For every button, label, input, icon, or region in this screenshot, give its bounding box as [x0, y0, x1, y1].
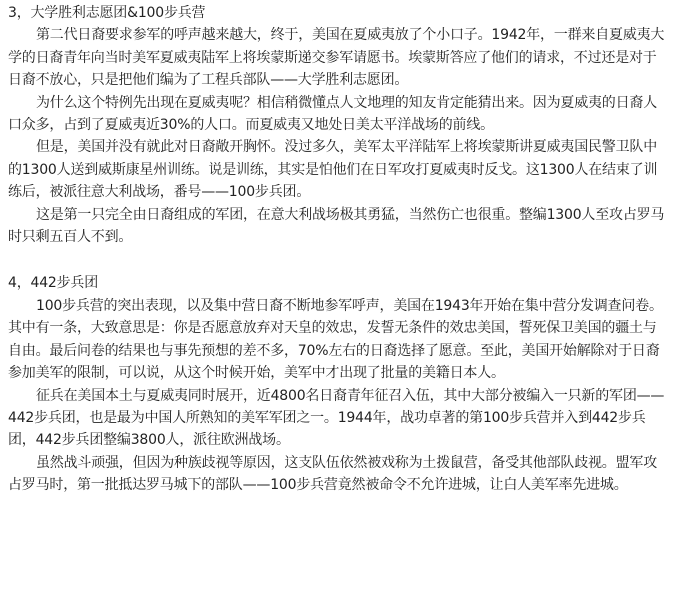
section-4-heading: 4，442步兵团 [8, 275, 99, 292]
section-3-heading: 3，大学胜利志愿团&100步兵营 [8, 5, 206, 21]
section-3-paragraph-3: 但是，美国并没有就此对日裔敞开胸怀。没过多久，美军太平洋陆军上将埃蒙斯讲夏威夷国民警卫队中的1300人送到威斯康星州训练。说是训练，其实是怕他们在日军攻打夏威夷时反戈。这1300人在结束了训练后，被派往意大利战场，番号——100步兵团。 [8, 139, 658, 201]
section-3-paragraph-2: 为什么这个特例先出现在夏威夷呢？相信稍微懂点人文地理的知友肯定能猜出来。因为夏威夷的日裔人口众多，占到了夏威夷近30%的人口。而夏威夷又地处日美太平洋战场的前线。 [8, 94, 657, 134]
section-4-paragraph-2: 征兵在美国本土与夏威夷同时展开，近4800名日裔青年征召入伍，其中大部分被编入一只新的军团——442步兵团，也是最为中国人所熟知的美军军团之一。1944年，战功卓著的第100步兵营并入到442步兵团，442步兵团整编3800人，派往欧洲战场。 [8, 387, 665, 449]
section-4-paragraph-3: 虽然战斗顽强，但因为种族歧视等原因，这支队伍依然被戏称为土拨鼠营，备受其他部队歧视。盟军攻占罗马时，第一批抵达罗马城下的部队——100步兵营竟然被命令不允许进城，让白人美军率先进城。 [8, 454, 657, 494]
section-3-paragraph-1: 第二代日裔要求参军的呼声越来越大，终于，美国在夏威夷放了个小口子。1942年，一群来自夏威夷大学的日裔青年向当时美军夏威夷陆军上将埃蒙斯递交参军请愿书。埃蒙斯答应了他们的请求，不过还是对于日裔不放心，只是把他们编为了工程兵部队——大学胜利志愿团。 [8, 27, 665, 89]
section-3-paragraph-4: 这是第一只完全由日裔组成的军团，在意大利战场极其勇猛，当然伤亡也很重。整编1300人至攻占罗马时只剩五百人不到。 [8, 206, 665, 246]
section-4-paragraph-1: 100步兵营的突出表现，以及集中营日裔不断地参军呼声，美国在1943年开始在集中营分发调查问卷。其中有一条，大致意思是：你是否愿意放弃对天皇的效忠，发誓无条件的效忠美国，誓死保卫美国的疆土与自由。最后问卷的结果也与事先预想的差不多，70%左右的日裔选择了愿意。至此，美国开始解除对于日裔参加美军的限制，可以说，从这个时候开始，美军中才出现了批量的美籍日本人。 [8, 297, 663, 382]
section-spacer [8, 248, 666, 270]
